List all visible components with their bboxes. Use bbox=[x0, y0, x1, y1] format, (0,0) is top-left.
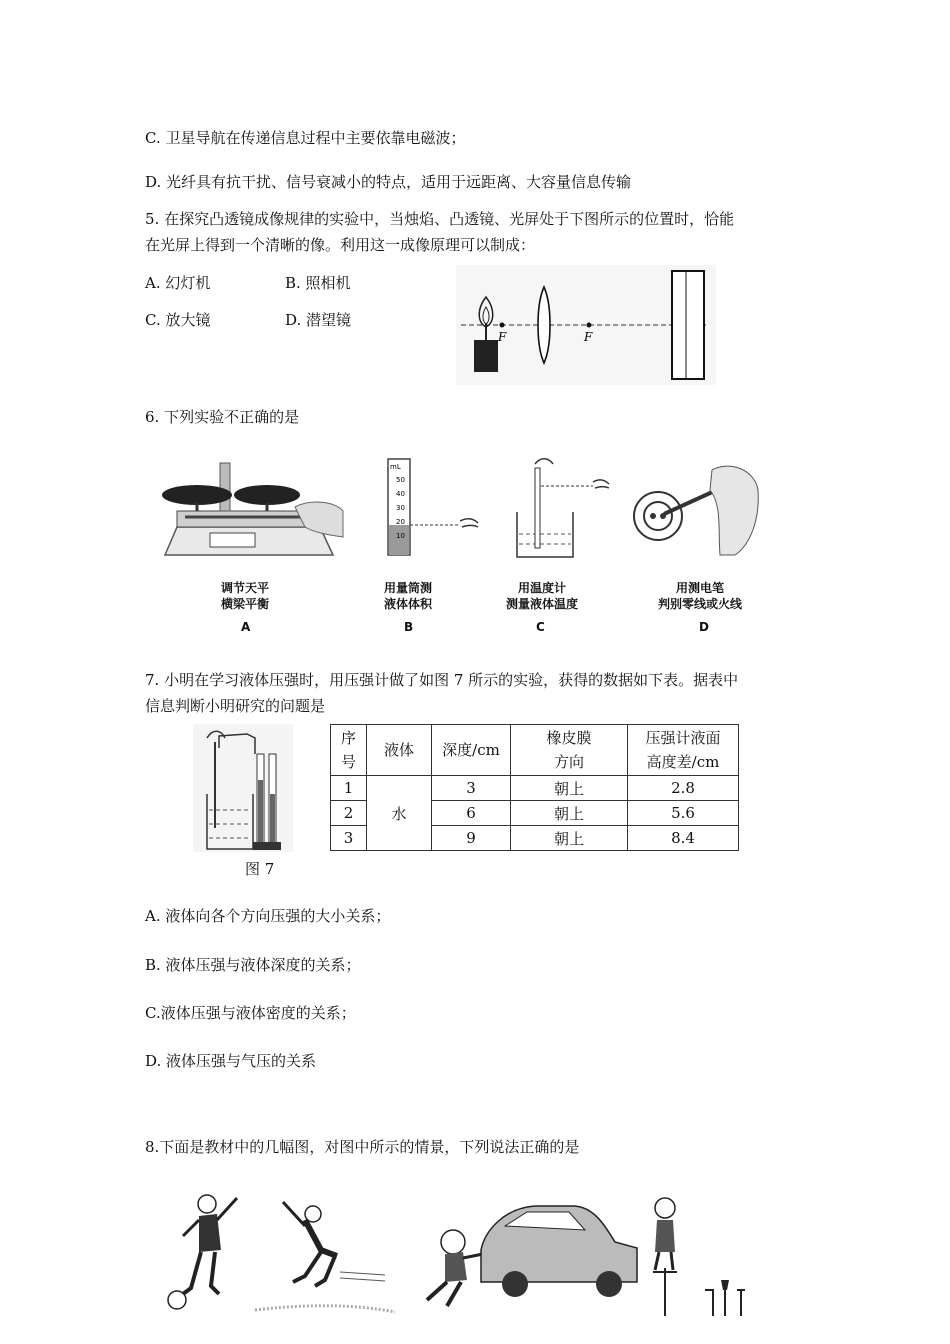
q5-option-c: C. 放大镜 bbox=[145, 311, 211, 329]
q4-option-c: C. 卫星导航在传递信息过程中主要依靠电磁波； bbox=[145, 129, 466, 147]
q5-stem-line1: 5. 在探究凸透镜成像规律的实验中，当烛焰、凸透镜、光屏处于下图所示的位置时，恰能 bbox=[145, 210, 735, 228]
pressure-data-table bbox=[330, 724, 739, 851]
q7-stem-line1: 7. 小明在学习液体压强时，用压强计做了如图 7 所示的实验，获得的数据如下表。据表中 bbox=[145, 671, 739, 689]
q7-stem-line2: 信息判断小明研究的问题是 bbox=[145, 697, 326, 715]
cell-depth: 6 bbox=[432, 801, 511, 826]
pressure-gauge-figure bbox=[193, 724, 293, 852]
q5-option-b: B. 照相机 bbox=[285, 274, 351, 292]
q6-caption-a: 调节天平 横梁平衡 bbox=[220, 581, 269, 611]
q6-caption-d: 用测电笔 判别零线或火线 bbox=[657, 581, 742, 611]
q8-stem: 8.下面是教材中的几幅图，对图中所示的情景，下列说法正确的是 bbox=[145, 1138, 580, 1156]
soccer-player-icon bbox=[168, 1195, 237, 1309]
figure-7-caption: 图 7 bbox=[245, 860, 275, 878]
cell-depth: 3 bbox=[432, 776, 511, 801]
q7-option-d: D. 液体压强与气压的关系 bbox=[145, 1052, 317, 1070]
q4-option-d: D. 光纤具有抗干扰、信号衰减小的特点，适用于远距离、大容量信息传输 bbox=[145, 173, 632, 191]
table-header-height-diff: 压强计液面 高度差/cm bbox=[628, 725, 739, 776]
q8-illustrations bbox=[165, 1190, 765, 1320]
cell-height-diff: 5.6 bbox=[628, 801, 739, 826]
q6-caption-b: 用量筒测 液体体积 bbox=[383, 581, 432, 611]
q5-option-a: A. 幻灯机 bbox=[145, 274, 211, 292]
focus-label-right: F bbox=[584, 330, 593, 344]
soccer-ball-icon bbox=[168, 1291, 186, 1309]
cell-direction: 朝上 bbox=[511, 826, 628, 851]
eye-icon bbox=[460, 519, 478, 527]
q6-letter-b: B bbox=[404, 620, 414, 634]
balance-scale-figure bbox=[155, 455, 345, 565]
convex-lens bbox=[538, 287, 550, 363]
thermometer-figure bbox=[505, 452, 615, 562]
cell-height-diff: 8.4 bbox=[628, 826, 739, 851]
table-row bbox=[331, 776, 739, 801]
hand-icon bbox=[710, 466, 758, 555]
pogo-stick-kid-icon bbox=[653, 1198, 745, 1316]
graduated-cylinder-figure bbox=[360, 455, 490, 565]
cell-height-diff: 2.8 bbox=[628, 776, 739, 801]
table-header-direction: 橡皮膜 方向 bbox=[511, 725, 628, 776]
focus-point-right bbox=[587, 323, 592, 328]
q5-stem-line2: 在光屏上得到一个清晰的像。利用这一成像原理可以制成： bbox=[145, 236, 536, 254]
table-header-liquid: 液体 bbox=[367, 725, 432, 776]
long-jumper-icon bbox=[255, 1202, 395, 1312]
cell-direction: 朝上 bbox=[511, 776, 628, 801]
table-header-row bbox=[331, 725, 739, 776]
focus-label-left: F bbox=[498, 330, 507, 344]
svg-text:40: 40 bbox=[396, 490, 405, 498]
light-screen bbox=[672, 271, 704, 379]
table-header-depth: 深度/cm bbox=[432, 725, 511, 776]
q6-letter-d: D bbox=[699, 620, 709, 634]
q5-option-d: D. 潜望镜 bbox=[285, 311, 352, 329]
q6-caption-c: 用温度计 测量液体温度 bbox=[505, 581, 578, 611]
cell-no: 2 bbox=[331, 801, 367, 826]
cell-liquid: 水 bbox=[367, 776, 432, 851]
cell-depth: 9 bbox=[432, 826, 511, 851]
cell-no: 3 bbox=[331, 826, 367, 851]
svg-text:20: 20 bbox=[396, 518, 405, 526]
cell-no: 1 bbox=[331, 776, 367, 801]
cylinder-unit: mL bbox=[390, 463, 401, 471]
q6-letter-c: C bbox=[536, 620, 545, 634]
focus-point-left bbox=[500, 323, 505, 328]
q6-letter-a: A bbox=[241, 620, 251, 634]
svg-text:30: 30 bbox=[396, 504, 405, 512]
eye-icon bbox=[593, 480, 609, 488]
test-pen-figure bbox=[630, 460, 765, 565]
table-header-no: 序 号 bbox=[331, 725, 367, 776]
hand-icon bbox=[535, 459, 553, 464]
lens-experiment-figure bbox=[456, 265, 716, 385]
svg-text:10: 10 bbox=[396, 532, 405, 540]
q7-option-c: C.液体压强与液体密度的关系； bbox=[145, 1004, 356, 1022]
q6-stem: 6. 下列实验不正确的是 bbox=[145, 408, 300, 426]
q7-option-b: B. 液体压强与液体深度的关系； bbox=[145, 956, 361, 974]
boy-pushing-car-icon bbox=[427, 1206, 637, 1306]
cell-direction: 朝上 bbox=[511, 801, 628, 826]
svg-text:50: 50 bbox=[396, 476, 405, 484]
q7-option-a: A. 液体向各个方向压强的大小关系； bbox=[145, 907, 391, 925]
candle bbox=[474, 340, 498, 372]
